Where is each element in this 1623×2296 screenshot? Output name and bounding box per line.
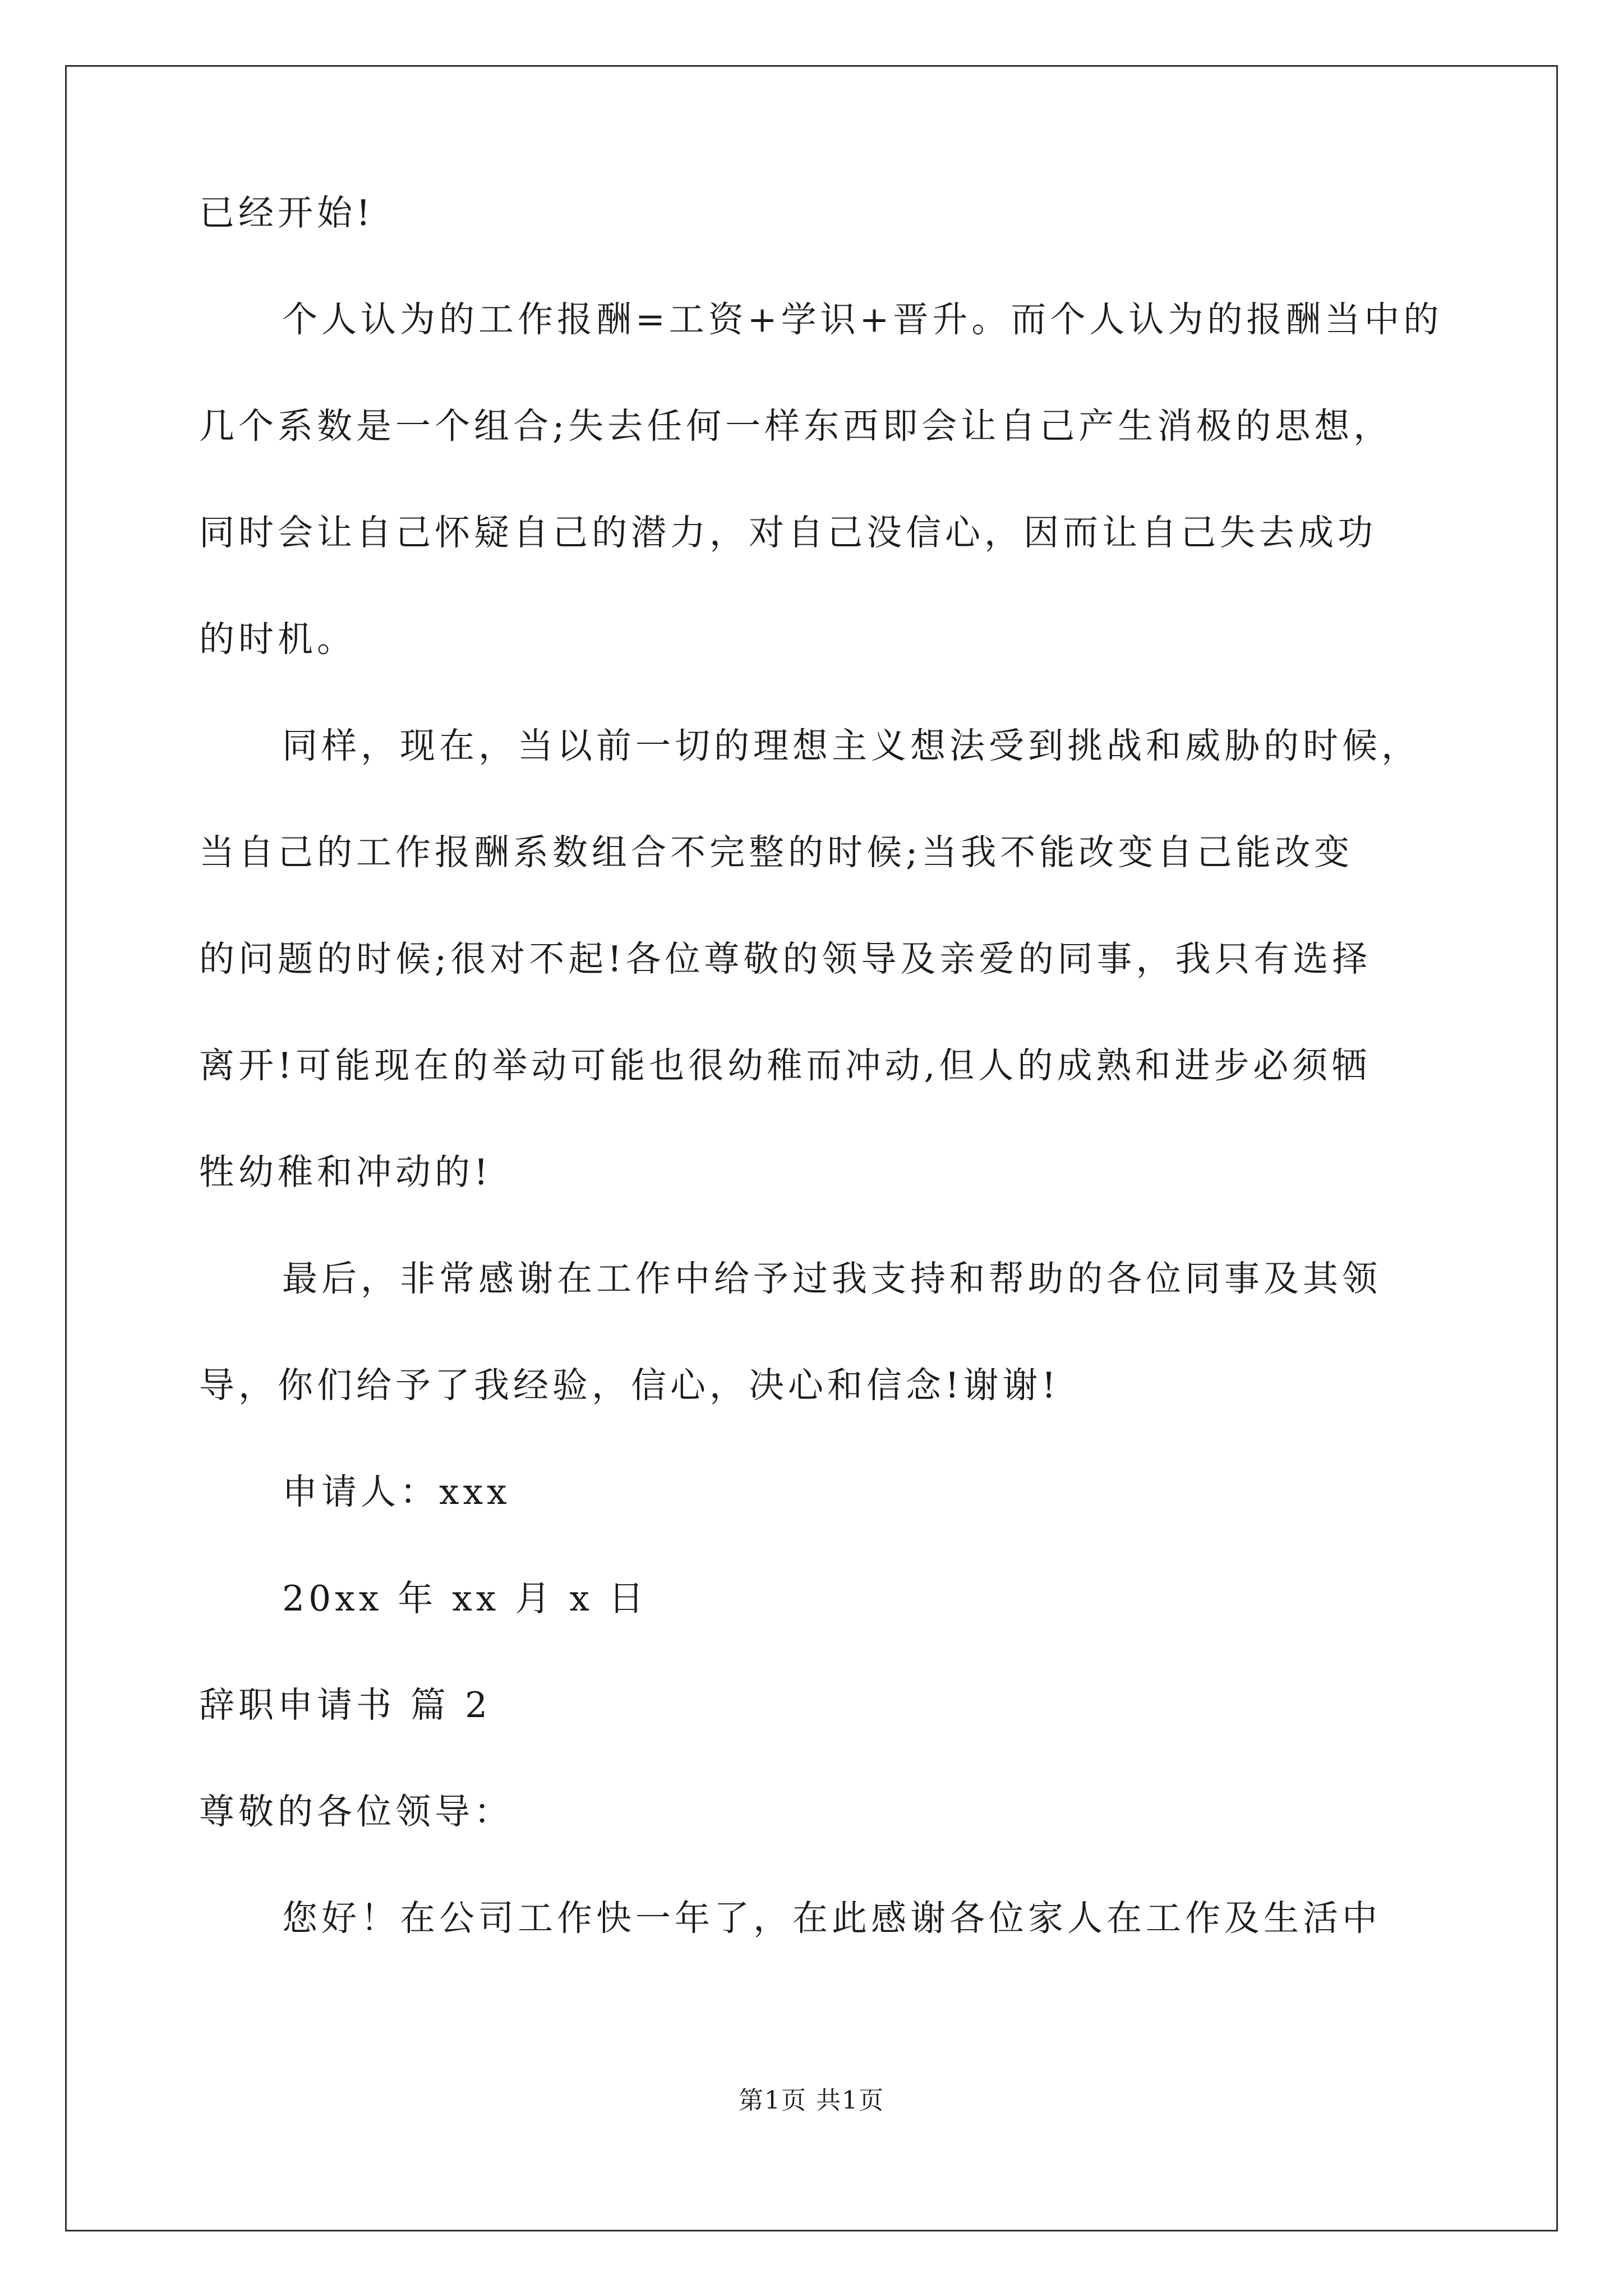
paragraph-start-line: 个人认为的工作报酬=工资+学识+晋升。而个人认为的报酬当中的 [282,299,1443,340]
paragraph-start-line: 您好！在公司工作快一年了，在此感谢各位家人在工作及生活中 [282,1898,1381,1939]
text-line: 几个系数是一个组合;失去任何一样东西即会让自己产生消极的思想， [199,406,1393,447]
paragraph-start-line: 同样，现在，当以前一切的理想主义想法受到挑战和威胁的时候， [282,725,1421,766]
text-line: 的问题的时候;很对不起!各位尊敬的领导及亲爱的同事，我只有选择 [199,938,1372,979]
text-line: 同时会让自己怀疑自己的潜力，对自己没信心，因而让自己失去成功 [199,512,1377,553]
applicant-line: 申请人：xxx [282,1471,511,1512]
page-number-footer: 第1页 共1页 [739,2086,884,2115]
paragraph-start-line: 最后，非常感谢在工作中给予过我支持和帮助的各位同事及其领 [282,1258,1381,1299]
text-line: 离开!可能现在的举动可能也很幼稚而冲动,但人的成熟和进步必须牺 [199,1045,1371,1086]
section-heading: 辞职申请书 篇 2 [199,1685,492,1726]
date-line: 20xx 年 xx 月 x 日 [282,1578,648,1619]
text-line: 当自己的工作报酬系数组合不完整的时候;当我不能改变自己能改变 [199,832,1354,873]
text-line: 牲幼稚和冲动的! [199,1152,492,1193]
salutation-line: 尊敬的各位领导： [199,1791,513,1832]
text-line: 导，你们给予了我经验，信心，决心和信念!谢谢! [199,1365,1060,1406]
text-line: 已经开始! [199,192,375,233]
text-line: 的时机。 [199,619,356,660]
